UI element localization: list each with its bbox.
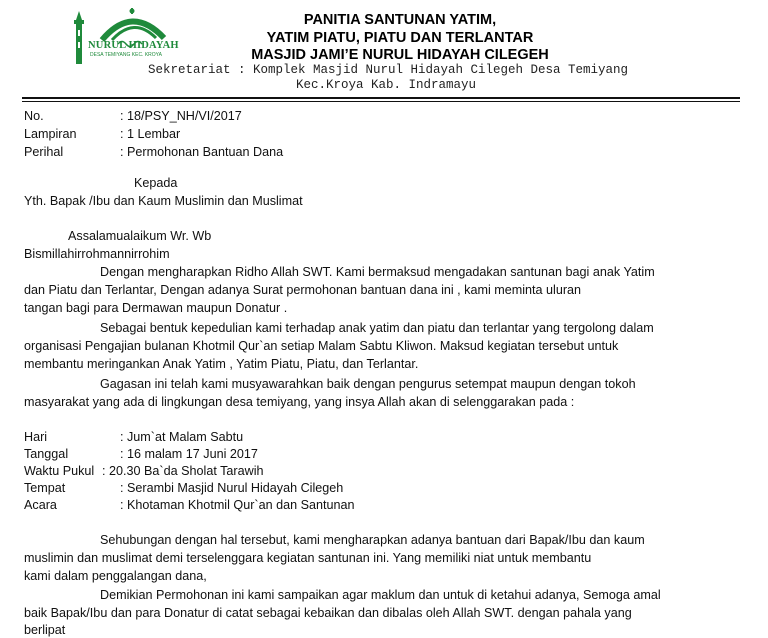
paragraph-line: Sehubungan dengan hal tersebut, kami mengharapkan adanya bantuan dari Bapak/Ibu dan kaum: [100, 533, 645, 547]
greeting-salam: Assalamualaikum Wr. Wb: [68, 229, 212, 243]
event-label: Hari: [24, 430, 48, 444]
event-label: Tanggal: [24, 447, 69, 461]
meta-label: No.: [24, 109, 44, 123]
logo-text: NURUL HIDAYAH: [88, 40, 179, 51]
event-value: : 20.30 Ba`da Sholat Tarawih: [102, 464, 264, 478]
event-value: : Jum`at Malam Sabtu: [120, 430, 244, 444]
letterhead-title-3: MASJID JAMI’E NURUL HIDAYAH CILEGEH: [251, 47, 549, 63]
meta-value: : 18/PSY_NH/VI/2017: [120, 109, 242, 123]
paragraph-line: masyarakat yang ada di lingkungan desa temiyang, yang insya Allah akan di selenggarakan pada :: [24, 395, 575, 409]
paragraph-line: tangan bagi para Dermawan maupun Donatur .: [24, 301, 288, 315]
letterhead-title-2: YATIM PIATU, PIATU DAN TERLANTAR: [266, 30, 534, 46]
secretariat-address-2: Kec.Kroya Kab. Indramayu: [295, 78, 477, 92]
mosque-logo-icon: [72, 8, 178, 68]
event-label: Waktu Pukul: [24, 464, 95, 478]
recipient-kepada: Kepada: [134, 176, 178, 190]
meta-label: Lampiran: [24, 127, 77, 141]
header-rule-thin: [22, 101, 740, 102]
paragraph-line: dan Piatu dan Terlantar, Dengan adanya Surat permohonan bantuan dana ini , kami meminta uluran: [24, 283, 582, 297]
paragraph-line: muslimin dan muslimat demi terselenggara kegiatan santunan ini. Yang memiliki niat untuk membantu: [24, 551, 592, 565]
event-value: : Khotaman Khotmil Qur`an dan Santunan: [120, 498, 355, 512]
paragraph-line: Demikian Permohonan ini kami sampaikan agar maklum dan untuk di ketahui adanya, Semoga amal: [100, 588, 661, 602]
greeting-basmalah: Bismillahirrohmannirrohim: [24, 247, 170, 261]
event-label: Tempat: [24, 481, 66, 495]
event-value: : 16 malam 17 Juni 2017: [120, 447, 258, 461]
paragraph-line: membantu meringankan Anak Yatim , Yatim Piatu, Piatu, dan Terlantar.: [24, 357, 419, 371]
meta-value: : 1 Lembar: [120, 127, 181, 141]
paragraph-line: kami dalam penggalangan dana,: [24, 569, 207, 583]
meta-value: : Permohonan Bantuan Dana: [120, 145, 284, 159]
recipient-yth: Yth. Bapak /Ibu dan Kaum Muslimin dan Muslimat: [24, 194, 303, 208]
paragraph-line: Dengan mengharapkan Ridho Allah SWT. Kami bermaksud mengadakan santunan bagi anak Yatim: [100, 265, 655, 279]
paragraph-line: baik Bapak/Ibu dan para Donatur di catat sebagai kebaikan dan dibalas oleh Allah SWT. dengan pahala yang: [24, 606, 632, 620]
event-value: : Serambi Masjid Nurul Hidayah Cilegeh: [120, 481, 344, 495]
header-rule-thick: [22, 97, 740, 99]
secretariat-address-1: Sekretariat : Komplek Masjid Nurul Hidayah Cilegeh Desa Temiyang: [147, 63, 629, 77]
paragraph-line: Gagasan ini telah kami musyawarahkan baik dengan pengurus setempat maupun dengan tokoh: [100, 377, 636, 391]
letterhead-title-1: PANITIA SANTUNAN YATIM,: [303, 12, 497, 28]
meta-label: Perihal: [24, 145, 64, 159]
event-label: Acara: [24, 498, 57, 512]
paragraph-line: berlipat: [24, 623, 66, 637]
logo-subtext: DESA TEMIYANG KEC. KROYA: [90, 52, 162, 58]
paragraph-line: organisasi Pengajian bulanan Khotmil Qur`an setiap Malam Sabtu Kliwon. Maksud kegiatan tersebut untuk: [24, 339, 619, 353]
paragraph-line: Sebagai bentuk kepedulian kami terhadap anak yatim dan piatu dan terlantar yang tergolong dalam: [100, 321, 654, 335]
